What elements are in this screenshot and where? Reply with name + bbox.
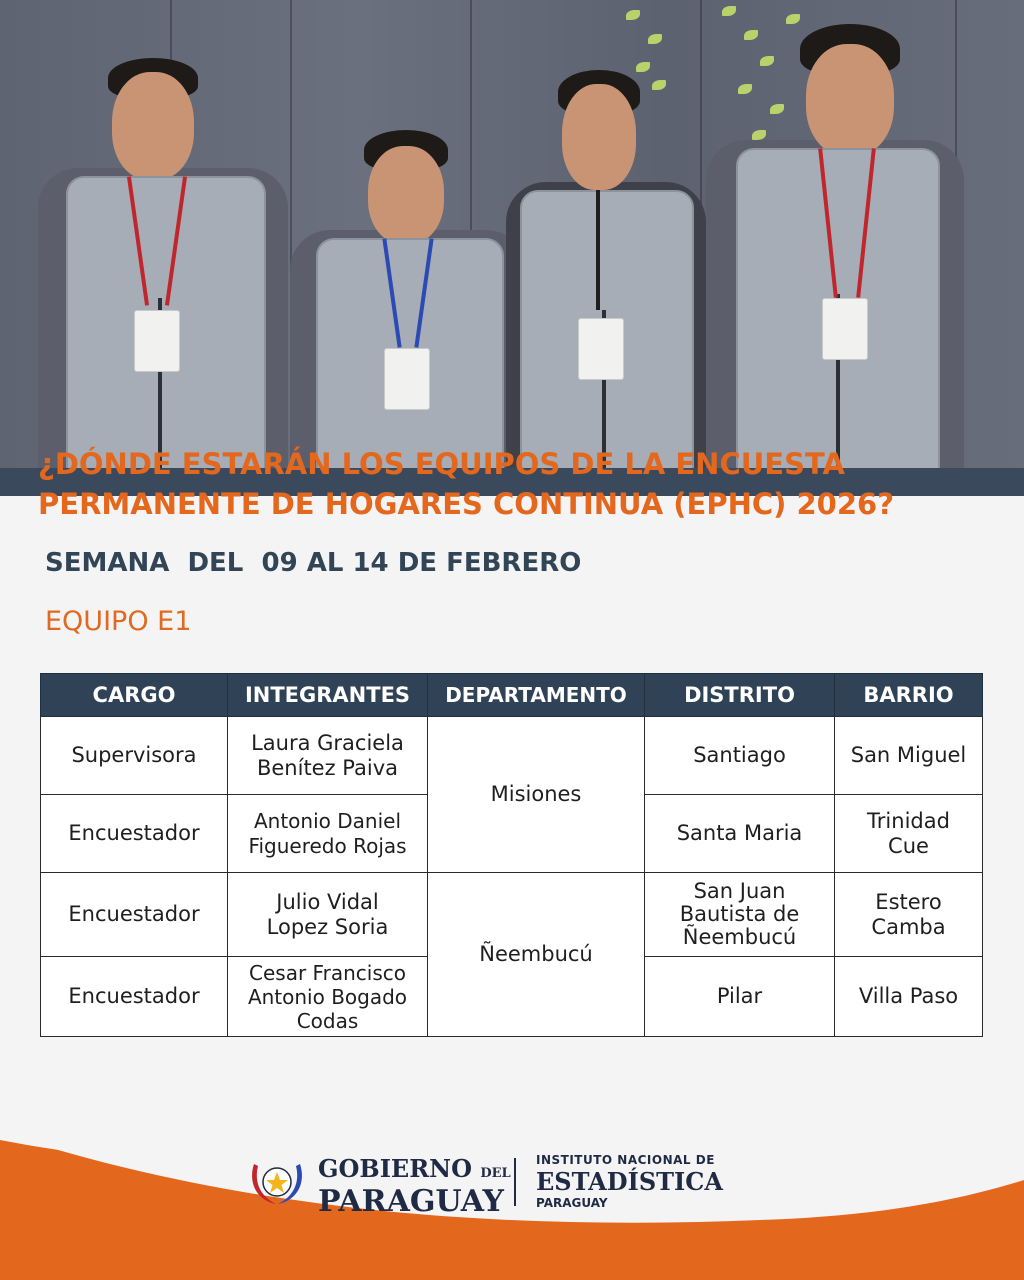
- cell-cargo: Supervisora: [41, 717, 228, 795]
- cell-integrantes: Julio Vidal Lopez Soria: [228, 873, 428, 957]
- table-header-row: [41, 674, 983, 717]
- cell-cargo: Encuestador: [41, 957, 228, 1037]
- cell-cargo: Encuestador: [41, 795, 228, 873]
- ine-logo: [536, 1152, 723, 1210]
- cell-barrio: Estero Camba: [835, 873, 983, 957]
- ine-line-3: PARAGUAY: [536, 1196, 608, 1210]
- header-integrantes: INTEGRANTES: [228, 674, 428, 717]
- cell-barrio: Villa Paso: [835, 957, 983, 1037]
- team-photo: [0, 0, 1024, 470]
- gob-line-1: GOBIERNO: [318, 1154, 472, 1183]
- table-row: [41, 717, 983, 795]
- paraguay-crest-icon: [248, 1154, 306, 1208]
- headline-line-1: ¿DÓNDE ESTARÁN LOS EQUIPOS DE LA ENCUESTA: [38, 447, 845, 481]
- footer-wave: [0, 1120, 1024, 1280]
- gob-del: DEL: [480, 1166, 511, 1181]
- table-row: [41, 873, 983, 957]
- header-cargo: CARGO: [41, 674, 228, 717]
- leaf-icon: [722, 6, 736, 16]
- cell-barrio: Trinidad Cue: [835, 795, 983, 873]
- cell-distrito: Pilar: [645, 957, 835, 1037]
- header-departamento: DEPARTAMENTO: [428, 674, 645, 717]
- cell-distrito: Santiago: [645, 717, 835, 795]
- cell-distrito: San Juan Bautista de Ñeembucú: [645, 873, 835, 957]
- cell-barrio: San Miguel: [835, 717, 983, 795]
- cell-integrantes: Antonio Daniel Figueredo Rojas: [228, 795, 428, 873]
- person-2: [290, 130, 526, 470]
- cell-integrantes: Cesar Francisco Antonio Bogado Codas: [228, 957, 428, 1037]
- ine-line-1: INSTITUTO NACIONAL DE: [536, 1153, 715, 1167]
- cell-cargo: Encuestador: [41, 873, 228, 957]
- week-label: SEMANA DEL 09 AL 14 DE FEBRERO: [45, 548, 582, 578]
- team-label: EQUIPO E1: [45, 606, 192, 637]
- leaf-icon: [648, 34, 662, 44]
- header-barrio: BARRIO: [835, 674, 983, 717]
- header-distrito: DISTRITO: [645, 674, 835, 717]
- cell-integrantes: Laura Graciela Benítez Paiva: [228, 717, 428, 795]
- ine-line-2: ESTADÍSTICA: [536, 1167, 723, 1196]
- cell-departamento: Ñeembucú: [428, 873, 645, 1037]
- assignment-table: [40, 673, 983, 1037]
- cell-departamento: Misiones: [428, 717, 645, 873]
- person-4: [706, 24, 964, 470]
- person-3: [506, 70, 706, 470]
- gob-line-2: PARAGUAY: [318, 1184, 504, 1219]
- cell-distrito: Santa Maria: [645, 795, 835, 873]
- logo-divider: [514, 1158, 516, 1206]
- headline: [38, 444, 998, 524]
- person-supervisor-1: [38, 58, 288, 470]
- leaf-icon: [626, 10, 640, 20]
- gobierno-paraguay-logo: [318, 1156, 511, 1217]
- leaf-icon: [786, 14, 800, 24]
- headline-line-2: PERMANENTE DE HOGARES CONTINUA (EPHC) 2026?: [38, 487, 895, 521]
